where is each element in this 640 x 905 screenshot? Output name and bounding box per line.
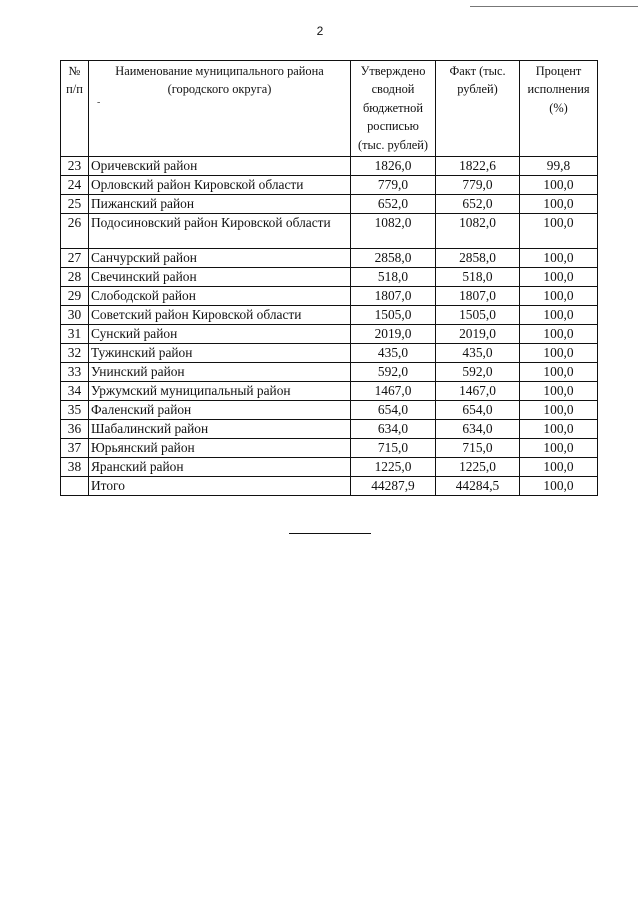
percent-value: 100,0 xyxy=(520,249,598,268)
fact-value: 518,0 xyxy=(436,268,520,287)
percent-value: 100,0 xyxy=(520,363,598,382)
scan-mark: - xyxy=(97,96,101,108)
row-number: 27 xyxy=(61,249,89,268)
percent-value: 100,0 xyxy=(520,439,598,458)
district-name: Юрьянский район xyxy=(89,439,351,458)
percent-value: 100,0 xyxy=(520,382,598,401)
table-row xyxy=(61,249,598,268)
total-fact-value: 44284,5 xyxy=(436,477,520,496)
total-percent-value: 100,0 xyxy=(520,477,598,496)
table-row xyxy=(61,363,598,382)
percent-value: 100,0 xyxy=(520,306,598,325)
fact-value: 1807,0 xyxy=(436,287,520,306)
header-district-name-text: Наименование муниципального района (городского округа) xyxy=(115,64,324,97)
percent-value: 99,8 xyxy=(520,157,598,176)
row-number: 28 xyxy=(61,268,89,287)
percent-value: 100,0 xyxy=(520,344,598,363)
row-number: 30 xyxy=(61,306,89,325)
fact-value: 634,0 xyxy=(436,420,520,439)
budget-execution-table xyxy=(60,60,598,496)
table-row xyxy=(61,287,598,306)
table-row xyxy=(61,420,598,439)
approved-value: 2858,0 xyxy=(351,249,436,268)
approved-value: 1826,0 xyxy=(351,157,436,176)
approved-value: 654,0 xyxy=(351,401,436,420)
percent-value: 100,0 xyxy=(520,195,598,214)
fact-value: 779,0 xyxy=(436,176,520,195)
district-name: Свечинский район xyxy=(89,268,351,287)
approved-value: 2019,0 xyxy=(351,325,436,344)
top-edge-rule xyxy=(470,6,638,7)
district-name: Сунский район xyxy=(89,325,351,344)
approved-value: 715,0 xyxy=(351,439,436,458)
approved-value: 1807,0 xyxy=(351,287,436,306)
district-name: Санчурский район xyxy=(89,249,351,268)
page-number: 2 xyxy=(316,24,324,38)
row-number: 24 xyxy=(61,176,89,195)
total-approved-value: 44287,9 xyxy=(351,477,436,496)
row-number: 38 xyxy=(61,458,89,477)
percent-value: 100,0 xyxy=(520,214,598,249)
row-number: 33 xyxy=(61,363,89,382)
fact-value: 1082,0 xyxy=(436,214,520,249)
approved-value: 592,0 xyxy=(351,363,436,382)
fact-value: 2019,0 xyxy=(436,325,520,344)
total-row-number xyxy=(61,477,89,496)
table-body xyxy=(61,157,598,496)
fact-value: 592,0 xyxy=(436,363,520,382)
district-name: Унинский район xyxy=(89,363,351,382)
table-row xyxy=(61,401,598,420)
percent-value: 100,0 xyxy=(520,176,598,195)
approved-value: 652,0 xyxy=(351,195,436,214)
fact-value: 1822,6 xyxy=(436,157,520,176)
approved-value: 1082,0 xyxy=(351,214,436,249)
percent-value: 100,0 xyxy=(520,287,598,306)
district-name: Подосиновский район Кировской области xyxy=(89,214,351,249)
header-fact: Факт (тыс. рублей) xyxy=(436,61,520,157)
table-row xyxy=(61,214,598,249)
fact-value: 2858,0 xyxy=(436,249,520,268)
row-number: 36 xyxy=(61,420,89,439)
row-number: 29 xyxy=(61,287,89,306)
table-header-row xyxy=(61,61,598,157)
district-name: Слободской район xyxy=(89,287,351,306)
table-row xyxy=(61,157,598,176)
header-approved: Утверждено сводной бюджетной росписью (тыс. рублей) xyxy=(351,61,436,157)
row-number: 25 xyxy=(61,195,89,214)
table-row xyxy=(61,458,598,477)
approved-value: 634,0 xyxy=(351,420,436,439)
table-row xyxy=(61,439,598,458)
header-district-name xyxy=(89,61,351,157)
fact-value: 715,0 xyxy=(436,439,520,458)
percent-value: 100,0 xyxy=(520,458,598,477)
fact-value: 435,0 xyxy=(436,344,520,363)
table-row xyxy=(61,195,598,214)
approved-value: 435,0 xyxy=(351,344,436,363)
table-row xyxy=(61,306,598,325)
district-name: Орловский район Кировской области xyxy=(89,176,351,195)
row-number: 31 xyxy=(61,325,89,344)
table-row xyxy=(61,382,598,401)
district-name: Оричевский район xyxy=(89,157,351,176)
total-row xyxy=(61,477,598,496)
row-number: 26 xyxy=(61,214,89,249)
table-row xyxy=(61,268,598,287)
fact-value: 1467,0 xyxy=(436,382,520,401)
district-name: Уржумский муниципальный район xyxy=(89,382,351,401)
approved-value: 518,0 xyxy=(351,268,436,287)
district-name: Яранский район xyxy=(89,458,351,477)
district-name: Тужинский район xyxy=(89,344,351,363)
district-name: Советский район Кировской области xyxy=(89,306,351,325)
table-row xyxy=(61,325,598,344)
district-name: Шабалинский район xyxy=(89,420,351,439)
row-number: 35 xyxy=(61,401,89,420)
approved-value: 779,0 xyxy=(351,176,436,195)
district-name: Пижанский район xyxy=(89,195,351,214)
header-number: № п/п xyxy=(61,61,89,157)
row-number: 37 xyxy=(61,439,89,458)
approved-value: 1467,0 xyxy=(351,382,436,401)
district-name: Фаленский район xyxy=(89,401,351,420)
row-number: 23 xyxy=(61,157,89,176)
table-row xyxy=(61,344,598,363)
table-row xyxy=(61,176,598,195)
approved-value: 1505,0 xyxy=(351,306,436,325)
approved-value: 1225,0 xyxy=(351,458,436,477)
percent-value: 100,0 xyxy=(520,268,598,287)
total-label: Итого xyxy=(89,477,351,496)
fact-value: 652,0 xyxy=(436,195,520,214)
fact-value: 1225,0 xyxy=(436,458,520,477)
row-number: 32 xyxy=(61,344,89,363)
fact-value: 654,0 xyxy=(436,401,520,420)
end-of-document-rule xyxy=(289,533,371,534)
header-percent: Процент исполнения (%) xyxy=(520,61,598,157)
fact-value: 1505,0 xyxy=(436,306,520,325)
percent-value: 100,0 xyxy=(520,325,598,344)
row-number: 34 xyxy=(61,382,89,401)
percent-value: 100,0 xyxy=(520,401,598,420)
percent-value: 100,0 xyxy=(520,420,598,439)
